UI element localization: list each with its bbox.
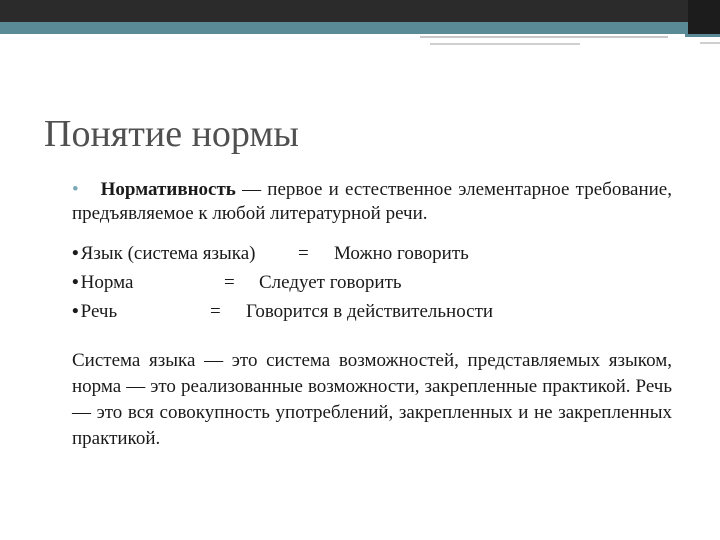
definition-paragraph [72,178,672,226]
bullet-icon: • [72,179,79,200]
header-corner-accent-line [700,42,720,44]
row-right: Следует говорить [259,272,402,293]
bullet-icon: • [72,272,79,293]
comparison-row [72,242,672,271]
slide-body [72,178,672,452]
row-right: Говорится в действительности [246,301,494,322]
header-accent-line-short [430,43,580,45]
header-accent-line [420,36,668,38]
row-left-text: Речь [80,301,118,322]
row-equals: = [224,272,235,293]
summary-paragraph: Система языка — это система возможностей, представляемых языком, норма — это реализованные возможности, закрепленные практикой. Речь — это вся совокупность употреблений, закрепленных и не закрепленных практикой. [72,350,672,449]
comparison-row [72,300,672,329]
row-equals: = [210,301,221,322]
header-teal-accent-line [685,34,720,37]
row-left [72,242,255,266]
bullet-icon: • [72,301,79,322]
slide-title: Понятие нормы [44,113,299,155]
row-equals: = [298,243,309,264]
bullet-icon: • [72,243,79,264]
comparison-row [72,271,672,300]
definition-text: — первое и естественное элементарное требование, предъявляемое к любой литературной речи. [72,179,672,224]
row-left [72,300,117,324]
row-left-text: Норма [80,272,134,293]
row-right: Можно говорить [334,243,469,264]
header-dark-bar [0,0,720,22]
header-corner-block [688,0,720,34]
definition-term: Нормативность [100,179,236,200]
header-teal-band [0,22,720,34]
comparison-list [72,242,672,329]
row-left [72,271,133,295]
row-left-text: Язык (система языка) [80,243,256,264]
